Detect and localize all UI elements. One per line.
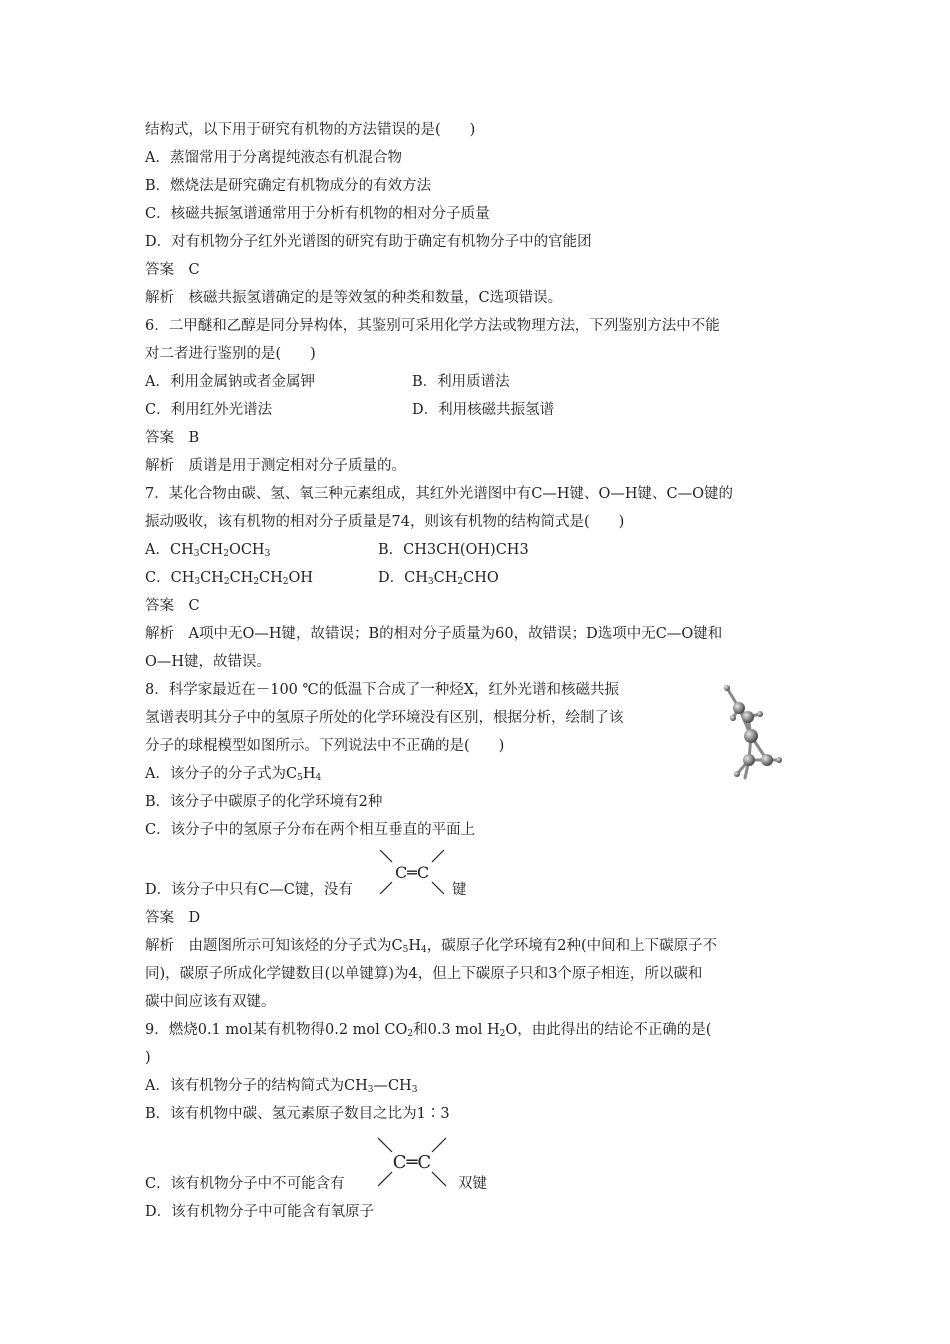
q9-option-c-left: C．该有机物分子中不可能含有 bbox=[145, 1176, 345, 1192]
q5-option-a: A．蒸馏常用于分离提纯液态有机混合物 bbox=[145, 150, 402, 166]
q7-option-c: C．$CH_3CH_2CH_2CH_2OH$ bbox=[145, 570, 314, 587]
q9-stem-a: 9．燃烧0.1 mol某有机物得0.2 mol CO bbox=[145, 1022, 408, 1038]
q9-cc-text: C═C bbox=[392, 1152, 432, 1173]
q7-analysis-line1: 解析 A项中无O—H键，故错误；B的相对分子质量为60，故错误；D选项中无C—O键和 bbox=[145, 626, 723, 642]
q8-option-a: A．该分子的分子式为$C_5H_4$ bbox=[145, 766, 322, 783]
q9-stem-line1: 9．燃烧0.1 mol某有机物得0.2 mol $CO_2$和0.3 mol $H_2O$，由此得出的结论不正确的是( bbox=[145, 1022, 712, 1039]
q8-stem-line1: 8．科学家最近在－100 ℃的低温下合成了一种烃X，红外光谱和核磁共振 bbox=[145, 682, 620, 698]
q9-option-a: A．该有机物分子的结构简式为$CH_3—CH_3$ bbox=[145, 1078, 418, 1095]
q8-answer: 答案 D bbox=[145, 910, 201, 926]
q6-option-d: D．利用核磁共振氢谱 bbox=[412, 402, 555, 418]
q8-double-bond-structure bbox=[374, 846, 450, 900]
q5-answer: 答案 C bbox=[145, 262, 200, 278]
q9-stem-c: O，由此得出的结论不正确的是( bbox=[505, 1022, 712, 1038]
q7-analysis-line2: O—H键，故错误。 bbox=[145, 654, 272, 670]
q8-analysis-line1-b: ，碳原子化学环境有2种(中间和上下碳原子不 bbox=[426, 938, 718, 954]
q5-option-d: D．对有机物分子红外光谱图的研究有助于确定有机物分子中的官能团 bbox=[145, 234, 592, 250]
q7-stem-line1: 7．某化合物由碳、氢、氧三种元素组成，其红外光谱图中有C—H键、O—H键、C—O键的 bbox=[145, 486, 733, 502]
q8-cc-text: C═C bbox=[394, 863, 430, 882]
q9-option-d: D．该有机物分子中可能含有氧原子 bbox=[145, 1204, 375, 1220]
q6-analysis: 解析 质谱是用于测定相对分子质量的。 bbox=[145, 458, 406, 474]
q6-option-c: C．利用红外光谱法 bbox=[145, 402, 273, 418]
q8-option-d-left: D．该分子中只有C—C键，没有 bbox=[145, 882, 353, 898]
q6-answer: 答案 B bbox=[145, 430, 200, 446]
q8-option-d-right: 键 bbox=[452, 882, 467, 898]
q9-option-a-text: A．该有机物分子的结构简式为CH bbox=[145, 1078, 368, 1094]
ball-and-stick-model-figure bbox=[715, 680, 815, 792]
q7-option-c-label: C．CH bbox=[145, 570, 195, 586]
q8-stem-line2: 氢谱表明其分子中的氢原子所处的化学环境没有区别，根据分析，绘制了该 bbox=[145, 710, 624, 726]
q9-option-c-right: 双键 bbox=[458, 1176, 487, 1192]
q9-double-bond-structure bbox=[372, 1134, 452, 1192]
q8-analysis-line3: 碳中间应该有双键。 bbox=[145, 994, 276, 1010]
q6-option-a: A．利用金属钠或者金属钾 bbox=[145, 374, 315, 390]
q5-stem: 结构式，以下用于研究有机物的方法错误的是( ) bbox=[145, 122, 476, 138]
q8-option-a-text: A．该分子的分子式为C bbox=[145, 766, 298, 782]
q7-option-d: D．$CH_3CH_2CHO$ bbox=[378, 570, 499, 587]
q5-option-b: B．燃烧法是研究确定有机物成分的有效方法 bbox=[145, 178, 432, 194]
q7-option-a-label: A．CH bbox=[145, 542, 194, 558]
q9-option-b: B．该有机物中碳、氢元素原子数目之比为1∶3 bbox=[145, 1106, 450, 1122]
q7-answer: 答案 C bbox=[145, 598, 200, 614]
q8-analysis-line1: 解析 由题图所示可知该烃的分子式为$C_5H_4$，碳原子化学环境有2种(中间和上下碳原子不 bbox=[145, 938, 718, 955]
q7-option-a: A．$CH_3CH_2OCH_3$ bbox=[145, 542, 271, 559]
q6-stem-line2: 对二者进行鉴别的是( ) bbox=[145, 346, 316, 362]
q8-analysis-line2: 同)，碳原子所成化学键数目(以单键算)为4，但上下碳原子只和3个原子相连，所以碳和 bbox=[145, 966, 703, 982]
q7-option-b: B．CH3CH(OH)CH3 bbox=[378, 542, 529, 558]
q8-option-b: B．该分子中碳原子的化学环境有2种 bbox=[145, 794, 383, 810]
q6-stem-line1: 6．二甲醚和乙醇是同分异构体，其鉴别可采用化学方法或物理方法，下列鉴别方法中不能 bbox=[145, 318, 720, 334]
q8-stem-line3: 分子的球棍模型如图所示。下列说法中不正确的是( ) bbox=[145, 738, 505, 754]
q9-stem-b: 和0.3 mol H bbox=[413, 1022, 500, 1038]
q5-option-c: C．核磁共振氢谱通常用于分析有机物的相对分子质量 bbox=[145, 206, 490, 222]
q8-option-c: C．该分子中的氢原子分布在两个相互垂直的平面上 bbox=[145, 822, 476, 838]
q7-stem-line2: 振动吸收，该有机物的相对分子质量是74，则该有机物的结构简式是( ) bbox=[145, 514, 625, 530]
q9-stem-line2: ) bbox=[145, 1050, 151, 1066]
q5-analysis: 解析 核磁共振氢谱确定的是等效氢的种类和数量，C选项错误。 bbox=[145, 290, 563, 306]
q6-option-b: B．利用质谱法 bbox=[412, 374, 510, 390]
q7-option-d-label: D．CH bbox=[378, 570, 428, 586]
q8-analysis-line1-a: 解析 由题图所示可知该烃的分子式为C bbox=[145, 938, 403, 954]
